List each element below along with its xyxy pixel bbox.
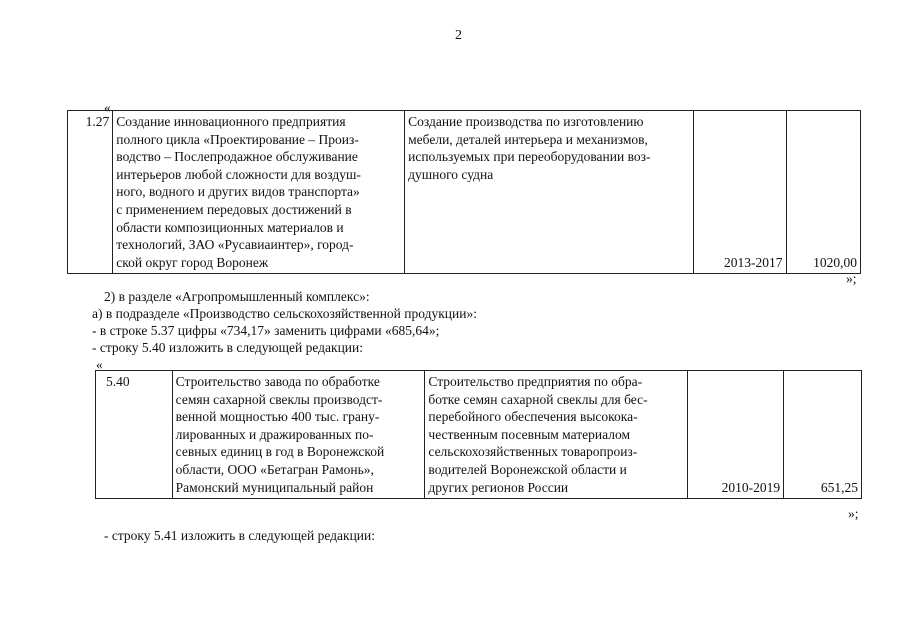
investment-amount: 1020,00 xyxy=(786,111,861,274)
paragraph-row-5-37: - в строке 5.37 цифры «734,17» заменить цифрами «685,64»; xyxy=(92,323,440,338)
implementation-years: 2010-2019 xyxy=(688,371,784,499)
closing-quote: »; xyxy=(846,271,857,286)
row-number: 1.27 xyxy=(68,111,113,274)
page-number: 2 xyxy=(455,28,462,43)
project-goal: Создание производства по изготовлению мебели, деталей интерьера и механизмов, используемых при переоборудовании воз- душного судна xyxy=(405,111,694,274)
paragraph-row-5-41: - строку 5.41 изложить в следующей редакции: xyxy=(104,528,376,543)
investment-amount: 651,25 xyxy=(784,371,862,499)
opening-quote: « xyxy=(104,100,111,115)
closing-quote: »; xyxy=(848,506,859,521)
paragraph-row-5-40: - строку 5.40 изложить в следующей редакции: xyxy=(92,340,364,355)
paragraph-subsection-a: а) в подразделе «Производство сельскохозяйственной продукции»: xyxy=(92,306,477,321)
table-row-1-27 xyxy=(67,110,861,274)
table-row-5-40 xyxy=(95,370,862,499)
project-title: Создание инновационного предприятия полного цикла «Проектирование – Произ- водство – Послепродажное обслуживание интерьеров любой сложности для воздуш- ного, водного и других видов транспорта» с применением передовых достижений в области композиционных материалов и технологий, ЗАО «Русавиаинтер», город- ской округ город Воронеж xyxy=(113,111,405,274)
implementation-years: 2013-2017 xyxy=(693,111,786,274)
project-goal: Строительство предприятия по обра- ботке семян сахарной свеклы для бес- перебойного обеспечения высокока- чественным посевным материалом сельскохозяйственных товаропроиз- водителей Воронежской области и других регионов России xyxy=(425,371,688,499)
paragraph-section-2: 2) в разделе «Агропромышленный комплекс»: xyxy=(104,289,370,304)
row-number: 5.40 xyxy=(96,371,173,499)
project-title: Строительство завода по обработке семян сахарной свеклы производст- венной мощностью 400 тыс. грану- лированных и дражированных по- севных единиц в год в Воронежской области, ООО «Бетагран Рамонь», Рамонский муниципальный район xyxy=(172,371,425,499)
opening-quote: « xyxy=(96,357,103,372)
